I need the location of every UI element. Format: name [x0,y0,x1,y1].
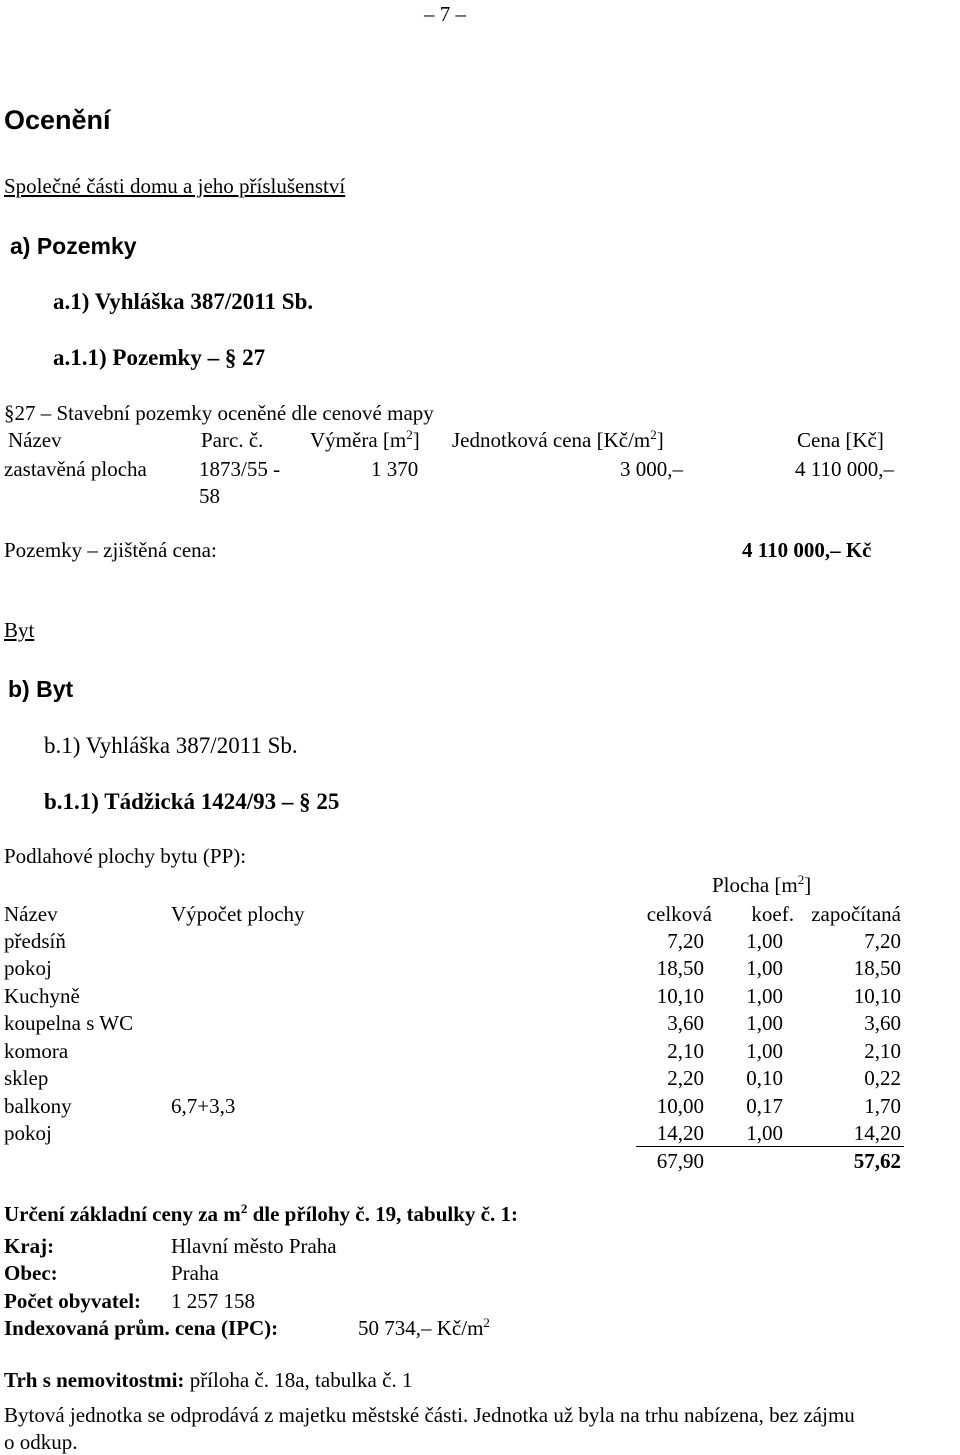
row-total: 2,20 [667,1066,704,1090]
land-col-unit-price: Jednotková cena $[Kč/m^2]$ [452,427,664,452]
flat-heading: b) Byt [8,676,74,702]
ipc-label: Indexovaná prům. cena (IPC): [4,1316,279,1340]
row-coefficient: 1,00 [746,984,783,1008]
land-row-parcel: 1873/55 - [199,457,281,481]
row-name: pokoj [4,956,52,980]
land-row-unit-price: 3 000,– [620,457,683,481]
row-counted: 7,20 [864,929,901,953]
floor-areas-title: Podlahové plochy bytu (PP): [4,844,247,868]
col-calculation: Výpočet plochy [171,902,305,926]
land-col-price: Cena [Kč] [797,428,884,452]
row-name: předsíň [4,929,66,953]
col-counted: započítaná [811,902,901,926]
row-coefficient: 1,00 [746,929,783,953]
page-number: – 7 – [424,2,466,26]
row-name: Kuchyně [4,984,80,1008]
row-name: pokoj [4,1121,52,1145]
land-result-label: Pozemky – zjištěná cena: [4,538,217,562]
sum-total: 67,90 [656,1149,704,1173]
row-calculation: 6,7+3,3 [171,1094,236,1118]
row-counted: 0,22 [864,1066,901,1090]
row-coefficient: 1,00 [746,1039,783,1063]
land-row-parcel-cont: 58 [199,484,220,508]
region-value: Hlavní město Praha [171,1234,337,1258]
note-line-2: o odkup. [4,1430,78,1454]
row-coefficient: 1,00 [746,1121,783,1145]
land-row-price: 4 110 000,– [795,457,894,481]
row-counted: 18,50 [853,956,901,980]
row-counted: 3,60 [864,1011,901,1035]
sum-counted: 57,62 [853,1149,901,1173]
land-col-name: Název [8,428,62,452]
row-coefficient: 1,00 [746,1011,783,1035]
land-col-parcel: Parc. č. [201,428,264,452]
row-counted: 2,10 [864,1039,901,1063]
ipc-value: 50 734,– $Kč/m^2$ [358,1315,490,1340]
market-line: Trh s nemovitostmi: příloha č. 18a, tabulka č. 1 [4,1368,413,1392]
note-line-1: Bytová jednotka se odprodává z majetku městské části. Jednotka už byla na trhu nabízena, bez zájmu [4,1403,855,1427]
row-total: 14,20 [656,1121,704,1145]
land-heading: a) Pozemky [10,233,137,259]
land-paragraph-title: §27 – Stavební pozemky oceněné dle cenové mapy [4,401,434,425]
row-name: balkony [4,1094,72,1118]
row-coefficient: 0,17 [746,1094,783,1118]
area-group-header: Plocha $[m^2]$ [712,872,812,897]
row-total: 2,10 [667,1039,704,1063]
section-common-parts: Společné části domu a jeho příslušenství [4,174,346,198]
row-name: komora [4,1039,69,1063]
row-counted: 14,20 [853,1121,901,1145]
col-coefficient: koef. [751,902,794,926]
base-price-title: Určení základní ceny za $m^2$ dle přílohy č. 19, tabulky č. 1: [4,1201,518,1226]
row-total: 10,00 [656,1094,704,1118]
municipality-value: Praha [171,1261,219,1285]
col-total: celková [646,902,712,926]
row-total: 10,10 [656,984,704,1008]
land-regulation-heading: a.1) Vyhláška 387/2011 Sb. [53,289,314,314]
row-total: 18,50 [656,956,704,980]
population-value: 1 257 158 [171,1289,255,1313]
row-total: 7,20 [667,929,704,953]
flat-regulation-heading: b.1) Vyhláška 387/2011 Sb. [44,733,298,758]
population-label: Počet obyvatel: [4,1289,142,1313]
land-subsection-heading: a.1.1) Pozemky – § 27 [53,345,266,370]
row-counted: 10,10 [853,984,901,1008]
land-col-area: Výměra $[m^2]$ [310,427,420,452]
region-label: Kraj: [4,1234,55,1258]
sum-divider [636,1146,904,1147]
row-counted: 1,70 [864,1094,901,1118]
row-coefficient: 0,10 [746,1066,783,1090]
page-heading: Ocenění [4,105,111,135]
row-name: koupelna s WC [4,1011,134,1035]
col-name: Název [4,902,58,926]
municipality-label: Obec: [4,1261,58,1285]
row-name: sklep [4,1066,49,1090]
section-flat: Byt [4,618,35,642]
land-row-name: zastavěná plocha [4,457,147,481]
flat-subsection-heading: b.1.1) Tádžická 1424/93 – § 25 [44,789,340,814]
land-row-area: 1 370 [371,457,419,481]
row-total: 3,60 [667,1011,704,1035]
row-coefficient: 1,00 [746,956,783,980]
land-result-value: 4 110 000,– Kč [742,538,872,562]
